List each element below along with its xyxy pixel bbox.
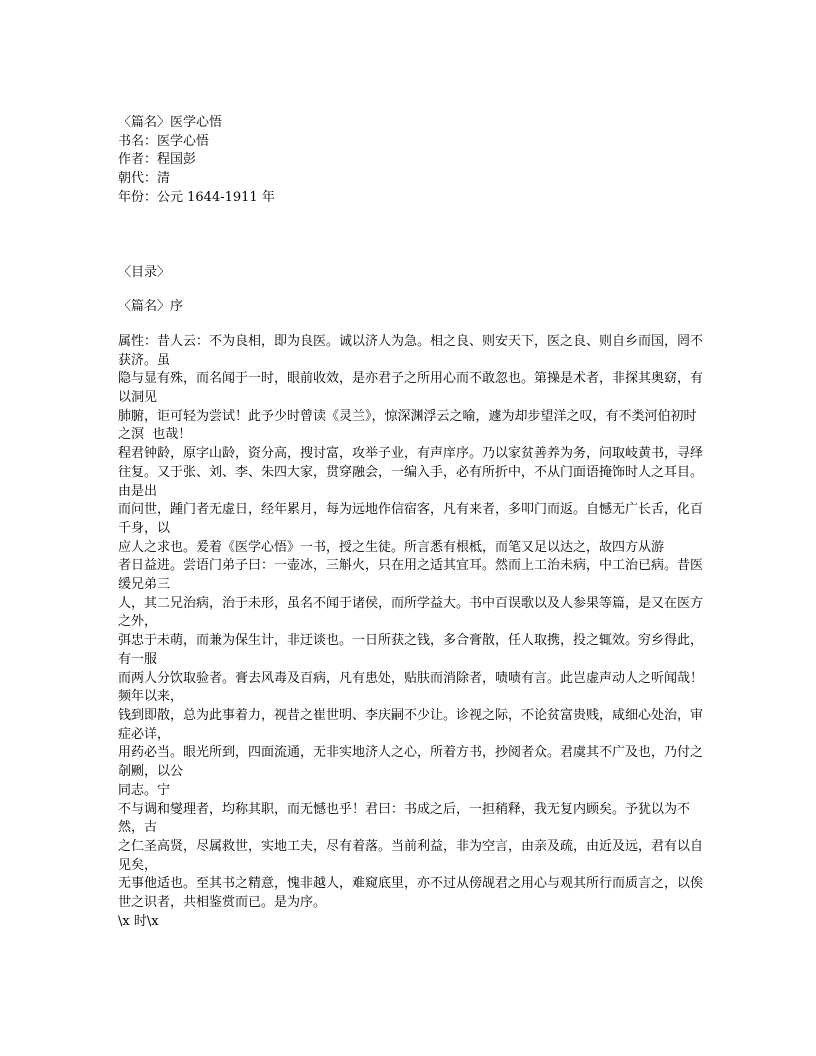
preface-line: 同志。宁 [118,782,171,798]
dynasty-line: 朝代：清 [118,171,171,187]
preface-line: 属性：昔人云：不为良相，即为良医。诚以济人为急。相之良、则安天下，医之良、则自乡而国，罔不获济。虽 [118,333,704,368]
preface-line: 不与调和燮理者，均称其职，而无憾也乎！君曰：书成之后，一担稍释，我无复内顾矣。予犹以为不然，古 [118,801,691,836]
trailing-marker: \x 时\x [118,913,159,929]
toc-heading: 〈目录〉 [118,264,171,280]
preface-line: 人，其二兄治病，治于未形，虽名不闻于诸侯，而所学益大。书中百误歌以及人参果等篇，是又在医方之外， [118,595,704,630]
preface-line: 而问世，踵门者无虚日，经年累月，每为远地作信宿客，凡有来者，多叩门而返。自憾无广长舌，化百千身，以 [118,502,704,536]
preface-line: 之仁圣高贤，尽属救世，实地工夫，尽有着落。当前利益，非为空言，由亲及疏，由近及远，君有以自见矣， [118,838,704,873]
author-line: 作者：程国彭 [118,152,197,168]
document-page [118,114,704,931]
preface-text [118,333,704,913]
preface-line: 而两人分饮取验者。膏去风毒及百病，凡有患处，贴肤而消除者，啧啧有言。此岂虚声动人之听闻哉！频年以来， [118,670,704,705]
preface-line: 者日益进。尝语门弟子曰：一壶冰，三斛火，只在用之适其宜耳。然而上工治未病，中工治已病。昔医缓兄弟三 [118,558,704,593]
preface-line: 用药必当。眼光所到，四面流通，无非实地济人之心，所着方书，抄阅者众。君虞其不广及也，乃付之剞劂，以公 [118,745,704,780]
preface-line: 肺腑，讵可轻为尝试！此予少时曾读《灵兰》，惊深渊浮云之喻，遽为却步望洋之叹，有不类河伯初时之溟 也哉！ [118,408,697,443]
year-line: 年份：公元 1644-1911 年 [118,189,275,205]
preface-line: 程君钟龄，原字山龄，资分高，搜讨富，攻举子业，有声庠序。乃以家贫善养为务，问取岐黄书，寻绎 [118,446,704,462]
book-name-line: 书名：医学心悟 [118,133,210,149]
section-title: 〈篇名〉序 [118,299,184,315]
spacer [118,317,704,333]
preface-line: 钱到即散，总为此事着力，视昔之崔世明、李庆嗣不少让。诊视之际，不论贫富贵贱，咸细心处治，审症必详， [118,707,704,742]
book-title-heading: 〈篇名〉医学心悟 [118,115,223,130]
preface-line: 往复。又于张、刘、李、朱四大家，贯穿融会，一编入手，必有所折中，不从门面语掩饰时人之耳目。由是出 [118,464,704,499]
preface-line: 隐与显有殊，而名闻于一时，眼前收效，是亦君子之所用心而不敢忽也。第操是术者，非探其奥窈，有以洞见 [118,371,704,406]
preface-line: 弭忠于未萌，而兼为保生计，非迂谈也。一日所获之钱，多合膏散，任人取携，投之辄效。穷乡得此，有一服 [118,633,704,667]
spacer [118,282,704,298]
spacer [118,208,704,264]
preface-line: 应人之求也。爰着《医学心悟》一书，授之生徒。所言悉有根柢，而笔又足以达之，故四方从游 [118,539,665,555]
preface-line: 无事他适也。至其书之精意，愧非越人，难窥底里，亦不过从傍觇君之用心与观其所行而质言之，以俟世之识者，共相鉴赏而已。是为序。 [118,876,704,911]
